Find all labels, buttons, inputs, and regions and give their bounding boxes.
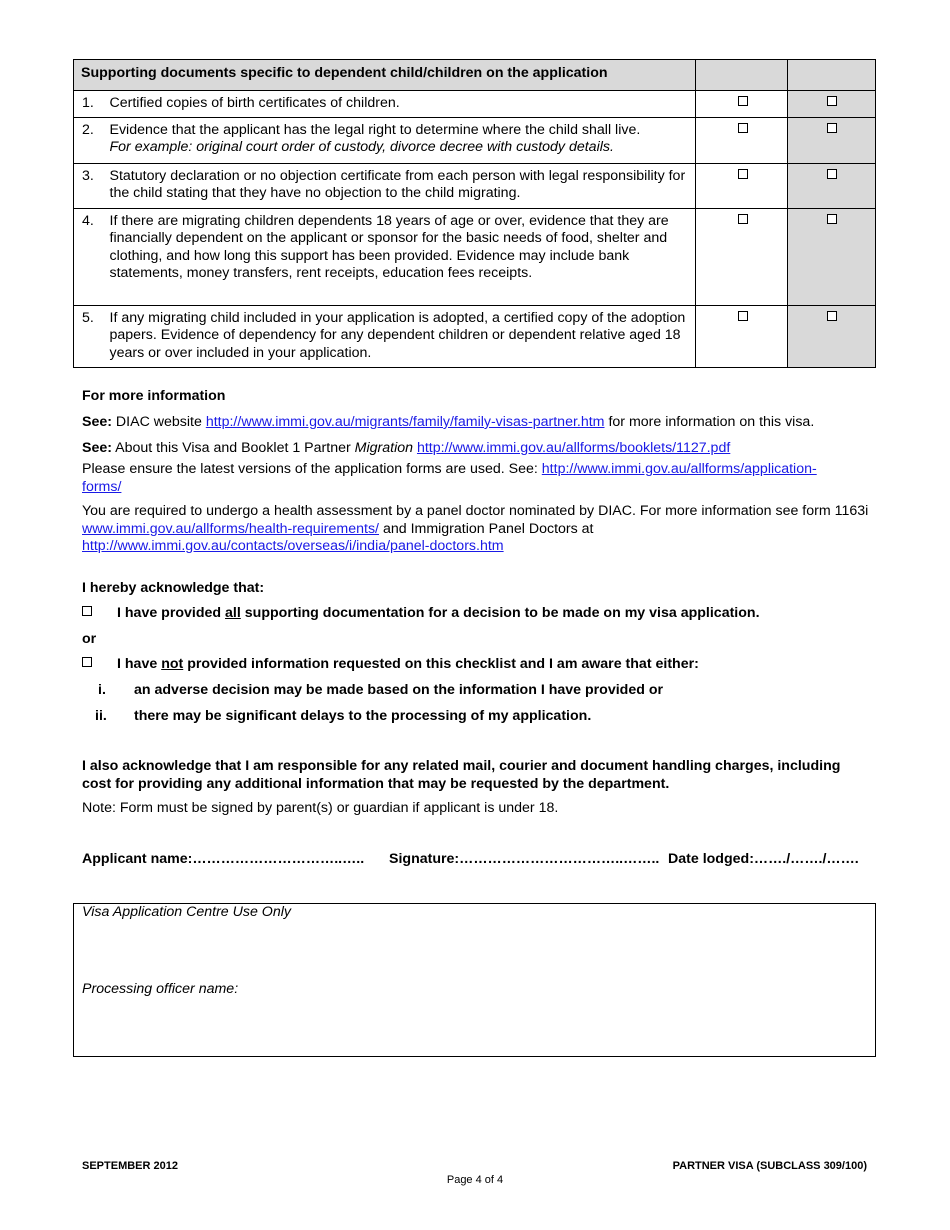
applicant-checkbox[interactable] [738, 311, 748, 321]
ack-item-ii-text: there may be significant delays to the processing of my application. [134, 708, 592, 724]
processing-officer-label: Processing officer name: [82, 981, 239, 997]
info-line-forms [82, 461, 872, 496]
page-number: Page 4 of 4 [446, 1174, 504, 1186]
info-heading: For more information [82, 388, 226, 404]
applicant-checkbox[interactable] [738, 123, 748, 133]
applicant-checkbox[interactable] [738, 96, 748, 106]
ack-also: I also acknowledge that I am responsible for any related mail, courier and document handling charges, including cost for providing any additional information that may be requested by the department. [82, 758, 841, 792]
ack-text: provided information requested on this checklist and I am aware that either: [187, 656, 699, 672]
applicant-checkbox[interactable] [738, 169, 748, 179]
health-requirements-link[interactable]: www.immi.gov.au/allforms/health-requirements/ [82, 520, 379, 537]
ack-or: or [82, 631, 97, 647]
info-text: DIAC website [115, 414, 202, 430]
application-forms-link-cont[interactable]: forms/ [82, 478, 122, 495]
row-number: 3. [74, 163, 110, 208]
table-row [74, 163, 876, 208]
applicant-cell [696, 91, 788, 118]
table-row [74, 117, 876, 163]
supporting-documents-table [73, 59, 876, 368]
ack-item-i-number: i. [98, 682, 106, 698]
office-use-box [73, 903, 876, 1057]
office-cell [788, 305, 876, 367]
row-text: If any migrating child included in your application is adopted, a certified copy of the adoption papers. Evidence of dependency for any dependent children or dependent relative aged 18 years or over included in your application. [110, 305, 696, 367]
ack-heading: I hereby acknowledge that: [82, 580, 265, 596]
health-text-mid: and Immigration Panel Doctors at [382, 520, 594, 537]
see-label: See: [82, 440, 112, 456]
office-use-title: Visa Application Centre Use Only [82, 904, 291, 920]
info-text: Please ensure the latest versions of the application forms are used. See: [82, 461, 538, 477]
health-text: You are required to undergo a health assessment by a panel doctor nominated by DIAC. For more information see form 1163i [82, 503, 869, 519]
table-header-row [74, 60, 876, 91]
row-text: Certified copies of birth certificates of children. [110, 91, 696, 118]
see-label: See: [82, 414, 112, 430]
ack-underlined: all [225, 605, 241, 621]
row-number: 2. [74, 117, 110, 163]
ack-option-not [82, 655, 699, 673]
family-visas-link[interactable]: http://www.immi.gov.au/migrants/family/family-visas-partner.htm [205, 414, 605, 430]
info-text: for more information on this visa. [608, 414, 815, 430]
info-health [82, 503, 872, 556]
info-line-diac [82, 414, 872, 432]
office-cell [788, 163, 876, 208]
row-text: If there are migrating children dependents 18 years of age or over, evidence that they are financially dependent on the applicant or sponsor for the basic needs of food, shelter and clothing, and how long this support has been provided. Evidence may include bank statements, money transfers, rent receipts, education fees receipts. [110, 208, 696, 305]
ack-text: I have provided [117, 605, 222, 621]
info-text: About this Visa and Booklet 1 Partner [115, 440, 351, 456]
office-checkbox[interactable] [827, 123, 837, 133]
office-checkbox[interactable] [827, 214, 837, 224]
office-checkbox[interactable] [827, 96, 837, 106]
table-heading: Supporting documents specific to dependent child/children on the application [74, 60, 696, 91]
ack-not-checkbox[interactable] [82, 657, 92, 667]
date-lodged-field[interactable]: Date lodged:……./……./……. [668, 851, 859, 867]
row-text: Statutory declaration or no objection certificate from each person with legal responsibility for the child stating that they have no objection to the child migrating. [110, 163, 696, 208]
applicant-cell [696, 117, 788, 163]
ack-all-checkbox[interactable] [82, 606, 92, 616]
ack-option-all [82, 604, 760, 622]
info-line-booklet [82, 440, 872, 458]
ack-text: supporting documentation for a decision to be made on my visa application. [244, 605, 760, 621]
office-cell [788, 91, 876, 118]
header-col-b [788, 60, 876, 91]
info-italic: Migration [354, 440, 414, 456]
row-note: For example: original court order of custody, divorce decree with custody details. [109, 139, 614, 155]
table-row [74, 305, 876, 367]
applicant-checkbox[interactable] [738, 214, 748, 224]
office-checkbox[interactable] [827, 311, 837, 321]
table-row [74, 91, 876, 118]
office-cell [788, 117, 876, 163]
footer-form-title: PARTNER VISA (SUBCLASS 309/100) [672, 1160, 867, 1172]
row-number: 1. [74, 91, 110, 118]
ack-item-i-text: an adverse decision may be made based on the information I have provided or [134, 682, 664, 698]
ack-underlined: not [161, 656, 184, 672]
row-text: Evidence that the applicant has the legal right to determine where the child shall live. [109, 121, 641, 138]
signature-field[interactable]: Signature:……………………………..…….. [389, 851, 660, 867]
ack-item-ii-number: ii. [95, 708, 107, 724]
applicant-cell [696, 163, 788, 208]
row-content [110, 117, 696, 163]
applicant-cell [696, 208, 788, 305]
header-col-a [696, 60, 788, 91]
footer-date: SEPTEMBER 2012 [82, 1160, 178, 1172]
panel-doctors-link[interactable]: http://www.immi.gov.au/contacts/overseas/i/india/panel-doctors.htm [82, 538, 504, 554]
applicant-name-field[interactable]: Applicant name:…………………………..….. [82, 851, 365, 867]
application-forms-link[interactable]: http://www.immi.gov.au/allforms/application- [541, 461, 817, 477]
booklet-link[interactable]: http://www.immi.gov.au/allforms/booklets/1127.pdf [416, 440, 731, 456]
ack-note: Note: Form must be signed by parent(s) or guardian if applicant is under 18. [82, 800, 559, 816]
table-row [74, 208, 876, 305]
ack-text: I have [117, 656, 158, 672]
applicant-cell [696, 305, 788, 367]
office-cell [788, 208, 876, 305]
office-checkbox[interactable] [827, 169, 837, 179]
row-number: 5. [74, 305, 110, 367]
row-number: 4. [74, 208, 110, 305]
